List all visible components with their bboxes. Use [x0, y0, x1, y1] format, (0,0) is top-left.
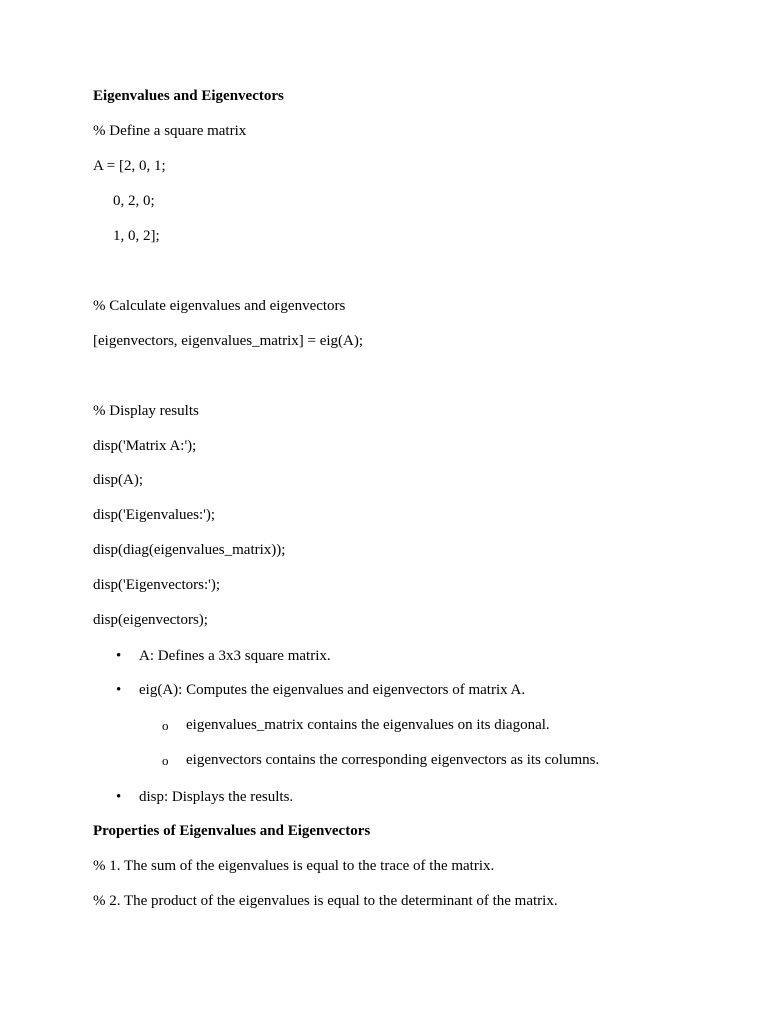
bullet-marker: •	[116, 682, 122, 698]
comment-define-matrix: % Define a square matrix	[93, 123, 247, 139]
section-heading-properties: Properties of Eigenvalues and Eigenvectors	[93, 823, 371, 839]
comment-display: % Display results	[93, 403, 199, 419]
bullet-marker: •	[116, 789, 122, 805]
code-line: disp('Eigenvectors:');	[93, 577, 221, 593]
bullet-item-disp: disp: Displays the results.	[139, 789, 294, 805]
code-line: disp('Eigenvalues:');	[93, 507, 216, 523]
code-line: disp(eigenvectors);	[93, 612, 208, 628]
matrix-row-2: 0, 2, 0;	[113, 193, 155, 209]
matrix-row-1: A = [2, 0, 1;	[93, 158, 166, 174]
comment-calculate: % Calculate eigenvalues and eigenvectors	[93, 298, 346, 314]
property-line: % 2. The product of the eigenvalues is equal to the determinant of the matrix.	[93, 893, 558, 909]
sub-bullet-marker: o	[162, 718, 169, 733]
matrix-row-3: 1, 0, 2];	[113, 228, 160, 244]
section-heading-eigen: Eigenvalues and Eigenvectors	[93, 88, 284, 104]
eig-call-line: [eigenvectors, eigenvalues_matrix] = eig(A);	[93, 333, 364, 349]
bullet-marker: •	[116, 648, 122, 664]
property-line: % 1. The sum of the eigenvalues is equal to the trace of the matrix.	[93, 858, 495, 874]
code-line: disp(A);	[93, 472, 143, 488]
bullet-item-a: A: Defines a 3x3 square matrix.	[139, 648, 331, 664]
sub-bullet-marker: o	[162, 753, 169, 768]
code-line: disp('Matrix A:');	[93, 438, 197, 454]
bullet-item-eig: eig(A): Computes the eigenvalues and eigenvectors of matrix A.	[139, 682, 526, 698]
sub-bullet-eigenvalues: eigenvalues_matrix contains the eigenvalues on its diagonal.	[186, 717, 550, 733]
code-line: disp(diag(eigenvalues_matrix));	[93, 542, 286, 558]
sub-bullet-eigenvectors: eigenvectors contains the corresponding eigenvectors as its columns.	[186, 752, 600, 768]
